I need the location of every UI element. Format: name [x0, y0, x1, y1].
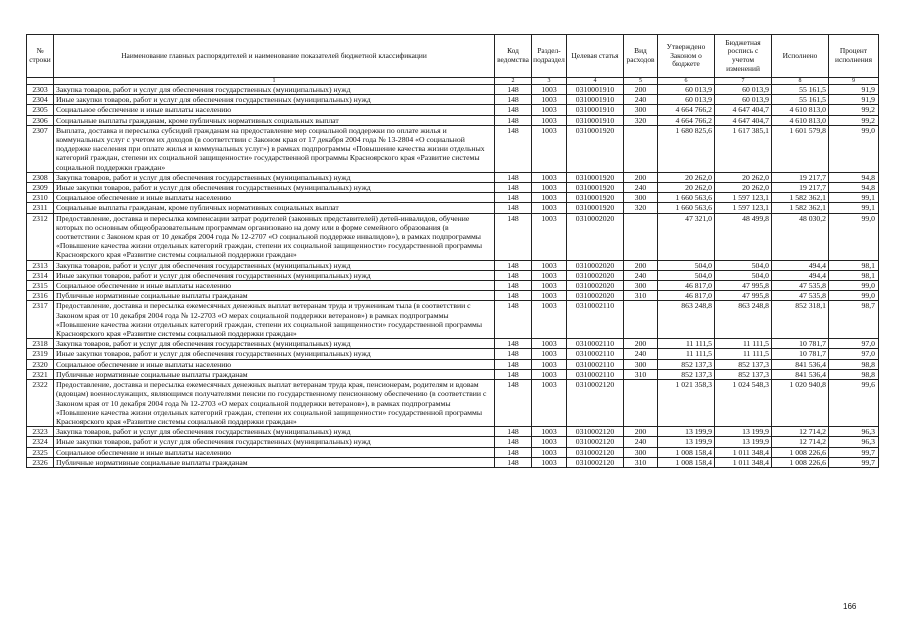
cell-dept-code: 148	[495, 115, 532, 125]
cell-expense-type: 200	[624, 85, 658, 95]
cell-approved: 60 013,9	[658, 95, 715, 105]
cell-row-number: 2320	[27, 359, 54, 369]
cell-expense-type: 300	[624, 281, 658, 291]
cell-budget-list: 20 262,0	[715, 172, 772, 182]
cell-executed: 47 535,8	[772, 291, 829, 301]
column-number: 1	[54, 78, 495, 85]
cell-name: Социальное обеспечение и иные выплаты населению	[54, 447, 495, 457]
column-number: 6	[658, 78, 715, 85]
cell-row-number: 2315	[27, 281, 54, 291]
column-number: 9	[829, 78, 879, 85]
cell-expense-type: 240	[624, 270, 658, 280]
cell-section: 1003	[532, 105, 567, 115]
table-row	[27, 193, 879, 203]
cell-row-number: 2318	[27, 339, 54, 349]
table-body	[27, 85, 879, 468]
cell-budget-list: 20 262,0	[715, 183, 772, 193]
header-approved: Утверждено Законом о бюджете	[658, 35, 715, 78]
cell-expense-type: 240	[624, 95, 658, 105]
cell-name: Иные закупки товаров, работ и услуг для обеспечения государственных (муниципальных) нужд	[54, 95, 495, 105]
cell-percent: 99,2	[829, 115, 879, 125]
cell-name: Социальное обеспечение и иные выплаты населению	[54, 281, 495, 291]
cell-percent: 99,0	[829, 281, 879, 291]
cell-target: 0310002110	[567, 301, 624, 339]
table-row	[27, 270, 879, 280]
cell-budget-list: 13 199,9	[715, 427, 772, 437]
cell-dept-code: 148	[495, 369, 532, 379]
cell-name: Закупка товаров, работ и услуг для обеспечения государственных (муниципальных) нужд	[54, 85, 495, 95]
cell-executed: 12 714,2	[772, 437, 829, 447]
cell-row-number: 2305	[27, 105, 54, 115]
cell-name: Закупка товаров, работ и услуг для обеспечения государственных (муниципальных) нужд	[54, 260, 495, 270]
cell-budget-list: 1 617 385,1	[715, 125, 772, 172]
table-row	[27, 183, 879, 193]
cell-expense-type: 200	[624, 172, 658, 182]
cell-percent: 94,8	[829, 183, 879, 193]
cell-approved: 863 248,8	[658, 301, 715, 339]
cell-budget-list: 11 111,5	[715, 339, 772, 349]
cell-percent: 96,3	[829, 427, 879, 437]
cell-row-number: 2314	[27, 270, 54, 280]
cell-name: Закупка товаров, работ и услуг для обеспечения государственных (муниципальных) нужд	[54, 172, 495, 182]
cell-target: 0310002120	[567, 457, 624, 467]
column-number-row	[27, 78, 879, 85]
cell-row-number: 2307	[27, 125, 54, 172]
cell-executed: 1 008 226,6	[772, 447, 829, 457]
cell-approved: 1 680 825,6	[658, 125, 715, 172]
cell-executed: 1 582 362,1	[772, 203, 829, 213]
cell-dept-code: 148	[495, 203, 532, 213]
table-row	[27, 447, 879, 457]
cell-name: Социальные выплаты гражданам, кроме публичных нормативных социальных выплат	[54, 203, 495, 213]
cell-row-number: 2324	[27, 437, 54, 447]
cell-target: 0310002120	[567, 427, 624, 437]
cell-budget-list: 863 248,8	[715, 301, 772, 339]
cell-dept-code: 148	[495, 260, 532, 270]
cell-percent: 98,8	[829, 369, 879, 379]
cell-target: 0310001920	[567, 183, 624, 193]
cell-percent: 96,3	[829, 437, 879, 447]
cell-approved: 504,0	[658, 270, 715, 280]
cell-dept-code: 148	[495, 339, 532, 349]
cell-expense-type: 200	[624, 260, 658, 270]
cell-row-number: 2311	[27, 203, 54, 213]
table-row	[27, 291, 879, 301]
cell-percent: 99,1	[829, 203, 879, 213]
cell-executed: 1 601 579,8	[772, 125, 829, 172]
cell-budget-list: 60 013,9	[715, 95, 772, 105]
table-row	[27, 437, 879, 447]
cell-budget-list: 504,0	[715, 270, 772, 280]
cell-dept-code: 148	[495, 427, 532, 437]
header-expense-type: Вид расходов	[624, 35, 658, 78]
cell-section: 1003	[532, 172, 567, 182]
cell-section: 1003	[532, 95, 567, 105]
cell-executed: 852 318,1	[772, 301, 829, 339]
table-row	[27, 369, 879, 379]
cell-expense-type: 240	[624, 183, 658, 193]
cell-percent: 98,1	[829, 260, 879, 270]
cell-percent: 99,0	[829, 213, 879, 260]
cell-budget-list: 852 137,3	[715, 369, 772, 379]
header-row	[27, 35, 879, 78]
cell-percent: 99,7	[829, 457, 879, 467]
cell-target: 0310002110	[567, 359, 624, 369]
cell-name: Предоставление, доставка и пересылка ежемесячных денежных выплат ветеранам труда края, пенсионерам, родителям и вдовам (вдовцам) военнослужащих, являющимся получателями пенсии по государственному пенсионному обеспечению (в соответствии с Законом края от 10 декабря 2004 года № 12-2703 «О мерах социальной поддержки ветеранов»), в рамках подпрограммы «Повышение качества жизни отдельных категорий граждан, степени их социальной защищенности» государственной программы Красноярского края «Развитие системы социальной поддержки граждан»	[54, 380, 495, 427]
cell-percent: 91,9	[829, 85, 879, 95]
cell-dept-code: 148	[495, 349, 532, 359]
cell-dept-code: 148	[495, 183, 532, 193]
cell-name: Иные закупки товаров, работ и услуг для обеспечения государственных (муниципальных) нужд	[54, 183, 495, 193]
cell-target: 0310001920	[567, 172, 624, 182]
cell-executed: 10 781,7	[772, 339, 829, 349]
cell-target: 0310002020	[567, 260, 624, 270]
cell-executed: 55 161,5	[772, 85, 829, 95]
cell-target: 0310002110	[567, 339, 624, 349]
cell-row-number: 2322	[27, 380, 54, 427]
cell-approved: 1 008 158,4	[658, 457, 715, 467]
cell-dept-code: 148	[495, 447, 532, 457]
cell-approved: 11 111,5	[658, 339, 715, 349]
cell-approved: 13 199,9	[658, 427, 715, 437]
cell-name: Закупка товаров, работ и услуг для обеспечения государственных (муниципальных) нужд	[54, 427, 495, 437]
cell-expense-type: 200	[624, 339, 658, 349]
cell-dept-code: 148	[495, 380, 532, 427]
cell-expense-type: 310	[624, 369, 658, 379]
cell-name: Предоставление, доставка и пересылка ежемесячных денежных выплат ветеранам труда и труженикам тыла (в соответствии с Законом края от 10 декабря 2004 года № 12-2703 «О мерах социальной поддержки ветеранов») в рамках подпрограммы «Повышение качества жизни отдельных категорий граждан, степени их социальной защищенности» государственной программы Красноярского края «Развитие системы социальной поддержки граждан»	[54, 301, 495, 339]
table-row	[27, 359, 879, 369]
cell-target: 0310001910	[567, 115, 624, 125]
cell-approved: 1 021 358,3	[658, 380, 715, 427]
cell-expense-type: 300	[624, 447, 658, 457]
cell-approved: 4 664 766,2	[658, 115, 715, 125]
cell-target: 0310001920	[567, 193, 624, 203]
table-row	[27, 380, 879, 427]
cell-row-number: 2312	[27, 213, 54, 260]
cell-name: Выплата, доставка и пересылка субсидий гражданам на предоставление мер социальной поддержки по оплате жилья и коммунальных услуг с учетом их доходов (в соответствии с Законом края от 17 декабря 2004 года № 13-2804 «О социальной поддержке населения при оплате жилья и коммунальных услуг») в рамках подпрограммы «Повышение качества жизни отдельных категорий граждан, степени их социальной защищенности» государственной программы Красноярского края «Развитие системы социальной поддержки граждан»	[54, 125, 495, 172]
cell-executed: 48 030,2	[772, 213, 829, 260]
cell-executed: 19 217,7	[772, 183, 829, 193]
cell-budget-list: 48 499,8	[715, 213, 772, 260]
cell-executed: 55 161,5	[772, 95, 829, 105]
cell-row-number: 2321	[27, 369, 54, 379]
cell-section: 1003	[532, 85, 567, 95]
cell-budget-list: 1 011 348,4	[715, 447, 772, 457]
cell-executed: 841 536,4	[772, 369, 829, 379]
table-row	[27, 115, 879, 125]
cell-name: Публичные нормативные социальные выплаты гражданам	[54, 369, 495, 379]
cell-section: 1003	[532, 260, 567, 270]
cell-section: 1003	[532, 115, 567, 125]
cell-percent: 97,0	[829, 339, 879, 349]
cell-row-number: 2313	[27, 260, 54, 270]
table-row	[27, 339, 879, 349]
cell-dept-code: 148	[495, 281, 532, 291]
cell-row-number: 2308	[27, 172, 54, 182]
cell-expense-type: 300	[624, 105, 658, 115]
cell-approved: 60 013,9	[658, 85, 715, 95]
cell-expense-type	[624, 213, 658, 260]
cell-section: 1003	[532, 437, 567, 447]
cell-row-number: 2319	[27, 349, 54, 359]
cell-budget-list: 1 011 348,4	[715, 457, 772, 467]
cell-percent: 99,1	[829, 193, 879, 203]
cell-expense-type: 240	[624, 437, 658, 447]
cell-percent: 99,7	[829, 447, 879, 457]
cell-expense-type: 310	[624, 291, 658, 301]
cell-executed: 47 535,8	[772, 281, 829, 291]
header-dept-code: Код ведомства	[495, 35, 532, 78]
cell-budget-list: 11 111,5	[715, 349, 772, 359]
table-row	[27, 281, 879, 291]
header-executed: Исполнено	[772, 35, 829, 78]
cell-expense-type: 200	[624, 427, 658, 437]
table-row	[27, 260, 879, 270]
cell-budget-list: 4 647 404,7	[715, 115, 772, 125]
cell-approved: 46 817,0	[658, 281, 715, 291]
cell-section: 1003	[532, 281, 567, 291]
cell-executed: 494,4	[772, 270, 829, 280]
cell-name: Предоставление, доставка и пересылка компенсации затрат родителей (законных представителей) детей-инвалидов, обучение которых по основным общеобразовательным программам организовано на дому или в форме семейного образования (в соответствии с Законом края от 10 декабря 2004 года № 12-2707 «О социальной поддержке инвалидов»), в рамках подпрограммы «Повышение качества жизни отдельных категорий граждан, степени их социальной защищенности» государственной программы Красноярского края «Развитие системы социальной поддержки граждан»	[54, 213, 495, 260]
cell-dept-code: 148	[495, 291, 532, 301]
column-number: 5	[624, 78, 658, 85]
header-budget-list: Бюджетная роспись с учетом изменений	[715, 35, 772, 78]
cell-budget-list: 504,0	[715, 260, 772, 270]
cell-executed: 10 781,7	[772, 349, 829, 359]
cell-name: Публичные нормативные социальные выплаты гражданам	[54, 291, 495, 301]
cell-name: Иные закупки товаров, работ и услуг для обеспечения государственных (муниципальных) нужд	[54, 437, 495, 447]
cell-row-number: 2323	[27, 427, 54, 437]
cell-executed: 12 714,2	[772, 427, 829, 437]
cell-expense-type	[624, 125, 658, 172]
cell-executed: 494,4	[772, 260, 829, 270]
budget-execution-table	[26, 34, 879, 468]
table-row	[27, 105, 879, 115]
column-number	[27, 78, 54, 85]
cell-target: 0310002020	[567, 270, 624, 280]
cell-percent: 94,8	[829, 172, 879, 182]
cell-section: 1003	[532, 203, 567, 213]
cell-section: 1003	[532, 270, 567, 280]
cell-approved: 4 664 766,2	[658, 105, 715, 115]
cell-expense-type	[624, 301, 658, 339]
cell-row-number: 2304	[27, 95, 54, 105]
cell-row-number: 2303	[27, 85, 54, 95]
cell-section: 1003	[532, 359, 567, 369]
cell-target: 0310001910	[567, 85, 624, 95]
cell-section: 1003	[532, 301, 567, 339]
table-row	[27, 349, 879, 359]
table-row	[27, 125, 879, 172]
cell-target: 0310002120	[567, 380, 624, 427]
cell-approved: 13 199,9	[658, 437, 715, 447]
table-row	[27, 203, 879, 213]
cell-name: Закупка товаров, работ и услуг для обеспечения государственных (муниципальных) нужд	[54, 339, 495, 349]
header-percent: Процент исполнения	[829, 35, 879, 78]
cell-approved: 20 262,0	[658, 183, 715, 193]
cell-percent: 99,2	[829, 105, 879, 115]
cell-budget-list: 1 597 123,1	[715, 193, 772, 203]
cell-target: 0310002110	[567, 349, 624, 359]
cell-percent: 98,1	[829, 270, 879, 280]
cell-name: Публичные нормативные социальные выплаты гражданам	[54, 457, 495, 467]
cell-percent: 97,0	[829, 349, 879, 359]
cell-budget-list: 1 597 123,1	[715, 203, 772, 213]
cell-row-number: 2326	[27, 457, 54, 467]
cell-dept-code: 148	[495, 193, 532, 203]
cell-expense-type	[624, 380, 658, 427]
header-row-number: № строки	[27, 35, 54, 78]
cell-section: 1003	[532, 457, 567, 467]
cell-name: Социальное обеспечение и иные выплаты населению	[54, 359, 495, 369]
cell-target: 0310001920	[567, 125, 624, 172]
cell-target: 0310002020	[567, 281, 624, 291]
cell-approved: 504,0	[658, 260, 715, 270]
cell-row-number: 2309	[27, 183, 54, 193]
cell-section: 1003	[532, 369, 567, 379]
cell-target: 0310002110	[567, 369, 624, 379]
cell-name: Иные закупки товаров, работ и услуг для обеспечения государственных (муниципальных) нужд	[54, 270, 495, 280]
cell-approved: 46 817,0	[658, 291, 715, 301]
cell-percent: 91,9	[829, 95, 879, 105]
cell-executed: 1 020 940,8	[772, 380, 829, 427]
column-number: 4	[567, 78, 624, 85]
cell-percent: 98,8	[829, 359, 879, 369]
cell-section: 1003	[532, 183, 567, 193]
column-number: 2	[495, 78, 532, 85]
cell-budget-list: 1 024 548,3	[715, 380, 772, 427]
cell-name: Социальное обеспечение и иные выплаты населению	[54, 193, 495, 203]
cell-row-number: 2310	[27, 193, 54, 203]
cell-dept-code: 148	[495, 125, 532, 172]
cell-approved: 47 321,0	[658, 213, 715, 260]
cell-executed: 19 217,7	[772, 172, 829, 182]
cell-row-number: 2306	[27, 115, 54, 125]
cell-section: 1003	[532, 349, 567, 359]
cell-target: 0310002120	[567, 447, 624, 457]
cell-percent: 99,6	[829, 380, 879, 427]
cell-percent: 98,7	[829, 301, 879, 339]
cell-budget-list: 47 995,8	[715, 281, 772, 291]
header-target: Целевая статья	[567, 35, 624, 78]
document-page	[26, 34, 878, 468]
cell-budget-list: 4 647 404,7	[715, 105, 772, 115]
cell-row-number: 2317	[27, 301, 54, 339]
cell-executed: 1 582 362,1	[772, 193, 829, 203]
cell-dept-code: 148	[495, 301, 532, 339]
cell-executed: 1 008 226,6	[772, 457, 829, 467]
table-row	[27, 427, 879, 437]
cell-dept-code: 148	[495, 105, 532, 115]
cell-approved: 852 137,3	[658, 369, 715, 379]
cell-executed: 4 610 813,0	[772, 115, 829, 125]
cell-dept-code: 148	[495, 172, 532, 182]
cell-section: 1003	[532, 380, 567, 427]
cell-target: 0310001910	[567, 105, 624, 115]
cell-name: Иные закупки товаров, работ и услуг для обеспечения государственных (муниципальных) нужд	[54, 349, 495, 359]
cell-dept-code: 148	[495, 359, 532, 369]
table-row	[27, 301, 879, 339]
cell-budget-list: 60 013,9	[715, 85, 772, 95]
cell-target: 0310002120	[567, 437, 624, 447]
cell-budget-list: 13 199,9	[715, 437, 772, 447]
cell-section: 1003	[532, 447, 567, 457]
cell-budget-list: 47 995,8	[715, 291, 772, 301]
cell-dept-code: 148	[495, 95, 532, 105]
cell-expense-type: 310	[624, 457, 658, 467]
column-number: 8	[772, 78, 829, 85]
cell-dept-code: 148	[495, 457, 532, 467]
cell-target: 0310001920	[567, 203, 624, 213]
table-row	[27, 457, 879, 467]
column-number: 7	[715, 78, 772, 85]
cell-approved: 20 262,0	[658, 172, 715, 182]
cell-approved: 852 137,3	[658, 359, 715, 369]
cell-percent: 99,0	[829, 125, 879, 172]
cell-section: 1003	[532, 291, 567, 301]
cell-row-number: 2316	[27, 291, 54, 301]
cell-section: 1003	[532, 125, 567, 172]
cell-dept-code: 148	[495, 213, 532, 260]
cell-percent: 99,0	[829, 291, 879, 301]
cell-name: Социальные выплаты гражданам, кроме публичных нормативных социальных выплат	[54, 115, 495, 125]
cell-expense-type: 320	[624, 115, 658, 125]
column-number: 3	[532, 78, 567, 85]
cell-target: 0310002020	[567, 291, 624, 301]
cell-dept-code: 148	[495, 85, 532, 95]
cell-section: 1003	[532, 427, 567, 437]
table-row	[27, 213, 879, 260]
cell-budget-list: 852 137,3	[715, 359, 772, 369]
cell-section: 1003	[532, 213, 567, 260]
table-row	[27, 172, 879, 182]
cell-executed: 4 610 813,0	[772, 105, 829, 115]
cell-expense-type: 320	[624, 203, 658, 213]
table-row	[27, 85, 879, 95]
cell-target: 0310002020	[567, 213, 624, 260]
cell-approved: 1 660 563,6	[658, 203, 715, 213]
page-number: 166	[843, 602, 857, 611]
cell-row-number: 2325	[27, 447, 54, 457]
table-row	[27, 95, 879, 105]
cell-expense-type: 240	[624, 349, 658, 359]
cell-section: 1003	[532, 193, 567, 203]
cell-expense-type: 300	[624, 193, 658, 203]
cell-approved: 1 008 158,4	[658, 447, 715, 457]
cell-expense-type: 300	[624, 359, 658, 369]
cell-name: Социальное обеспечение и иные выплаты населению	[54, 105, 495, 115]
cell-approved: 11 111,5	[658, 349, 715, 359]
cell-dept-code: 148	[495, 437, 532, 447]
cell-approved: 1 660 563,6	[658, 193, 715, 203]
cell-executed: 841 536,4	[772, 359, 829, 369]
cell-dept-code: 148	[495, 270, 532, 280]
cell-target: 0310001910	[567, 95, 624, 105]
header-section: Раздел-подраздел	[532, 35, 567, 78]
cell-section: 1003	[532, 339, 567, 349]
header-name: Наименование главных распорядителей и наименование показателей бюджетной классификации	[54, 35, 495, 78]
